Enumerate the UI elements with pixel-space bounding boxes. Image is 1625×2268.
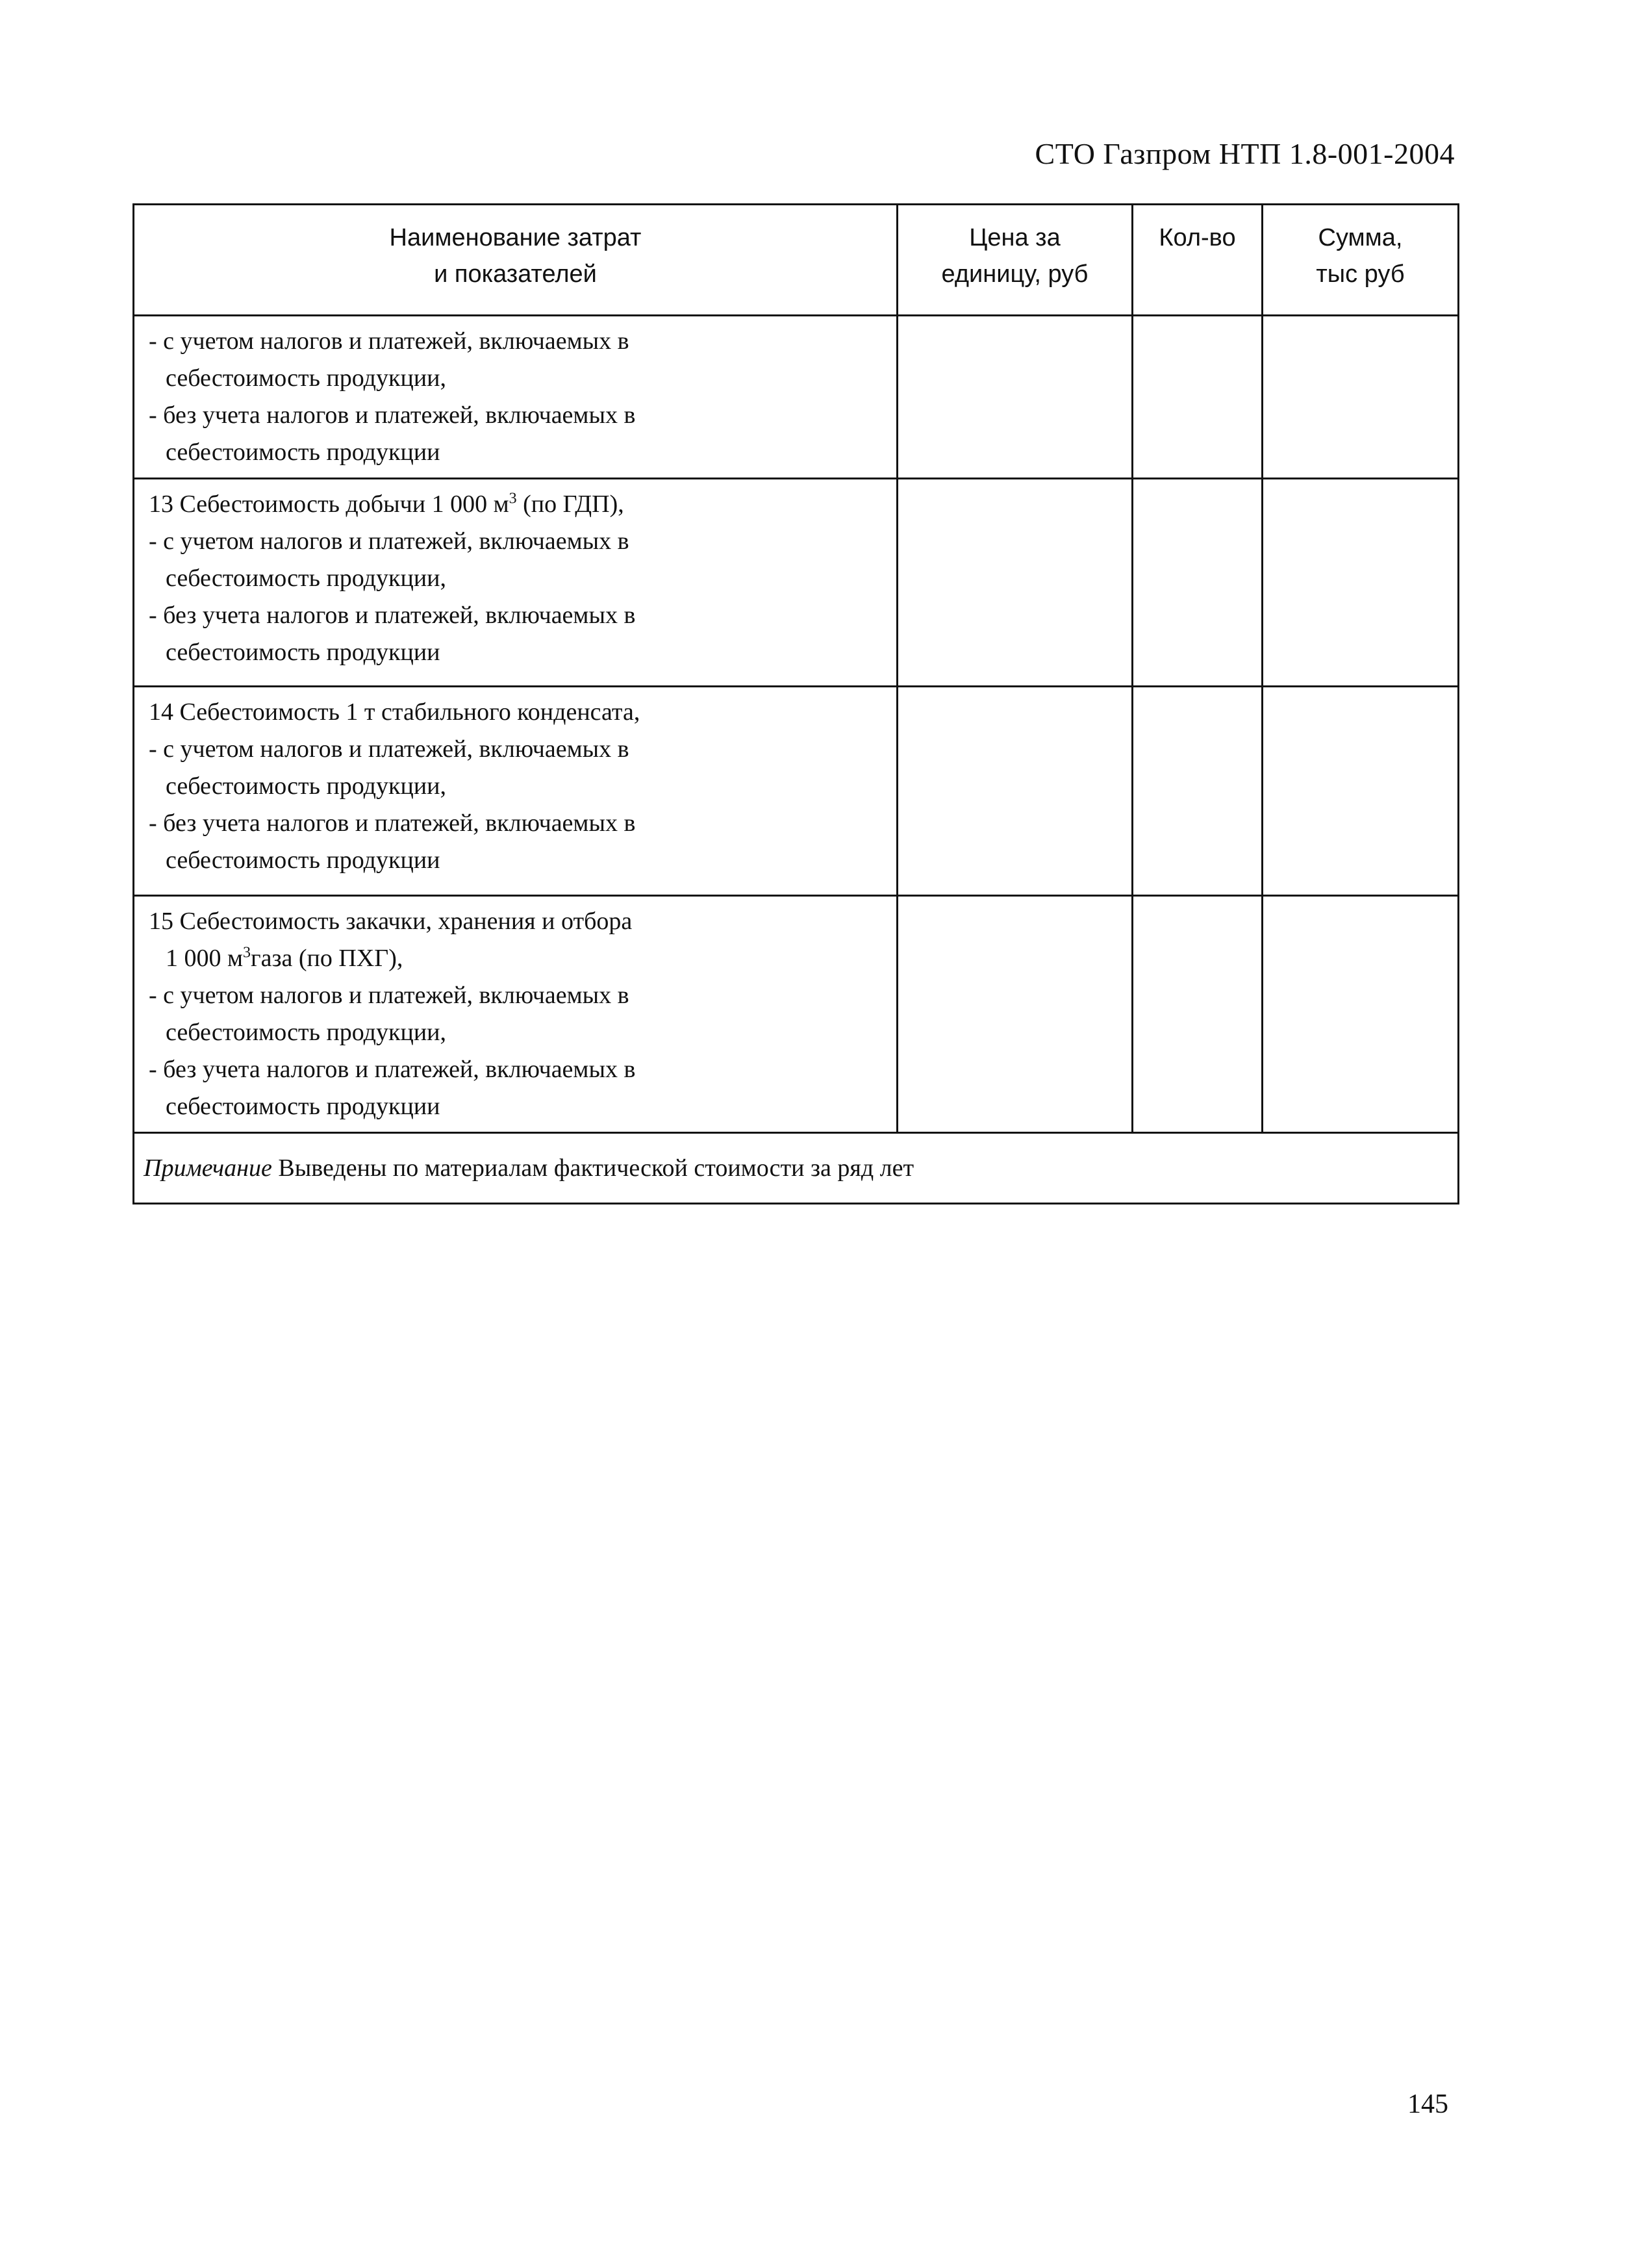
row-qty-cell [1133,316,1263,479]
header-price: Цена за единицу, руб [898,205,1133,316]
table-note-row [134,1133,1459,1204]
table-row [134,316,1459,479]
page-number: 145 [1407,2089,1448,2119]
row-description: 14 Себестоимость 1 т стабильного конденсата, - с учетом налогов и платежей, включаемых в себестоимость продукции, - без учета налогов и платежей, включаемых в себестоимость продукции [134,687,898,896]
row-price-cell [898,687,1133,896]
header-qty: Кол-во [1133,205,1263,316]
table-row [134,896,1459,1133]
table-row [134,687,1459,896]
row-qty-cell [1133,896,1263,1133]
table-header-row [134,205,1459,316]
row-price-cell [898,316,1133,479]
row-sum-cell [1263,316,1459,479]
row-description: 15 Себестоимость закачки, хранения и отбора 1 000 $м^3газа$ (по ПХГ), - с учетом налогов и платежей, включаемых в себестоимость продукции, - без учета налогов и платежей, включаемых в себестоимость продукции [134,896,898,1133]
row-price-cell [898,896,1133,1133]
row-sum-cell [1263,479,1459,687]
table-row [134,479,1459,687]
row-price-cell [898,479,1133,687]
table-note [134,1133,1459,1204]
header-name: Наименование затрат и показателей [134,205,898,316]
row-sum-cell [1263,896,1459,1133]
document-code: СТО Газпром НТП 1.8-001-2004 [1035,137,1455,170]
note-text: Выведены по материалам фактической стоимости за ряд лет [271,1154,914,1182]
cost-table [132,203,1459,1204]
row-description: 13 Себестоимость добычи 1 000 $м^3$ (по ГДП), - с учетом налогов и платежей, включаемых в себестоимость продукции, - без учета налогов и платежей, включаемых в себестоимость продукции [134,479,898,687]
header-sum: Сумма, тыс руб [1263,205,1459,316]
row-qty-cell [1133,479,1263,687]
row-sum-cell [1263,687,1459,896]
row-description: - с учетом налогов и платежей, включаемых в себестоимость продукции, - без учета налогов и платежей, включаемых в себестоимость продукции [134,316,898,479]
note-label: Примечание [144,1154,272,1182]
row-qty-cell [1133,687,1263,896]
